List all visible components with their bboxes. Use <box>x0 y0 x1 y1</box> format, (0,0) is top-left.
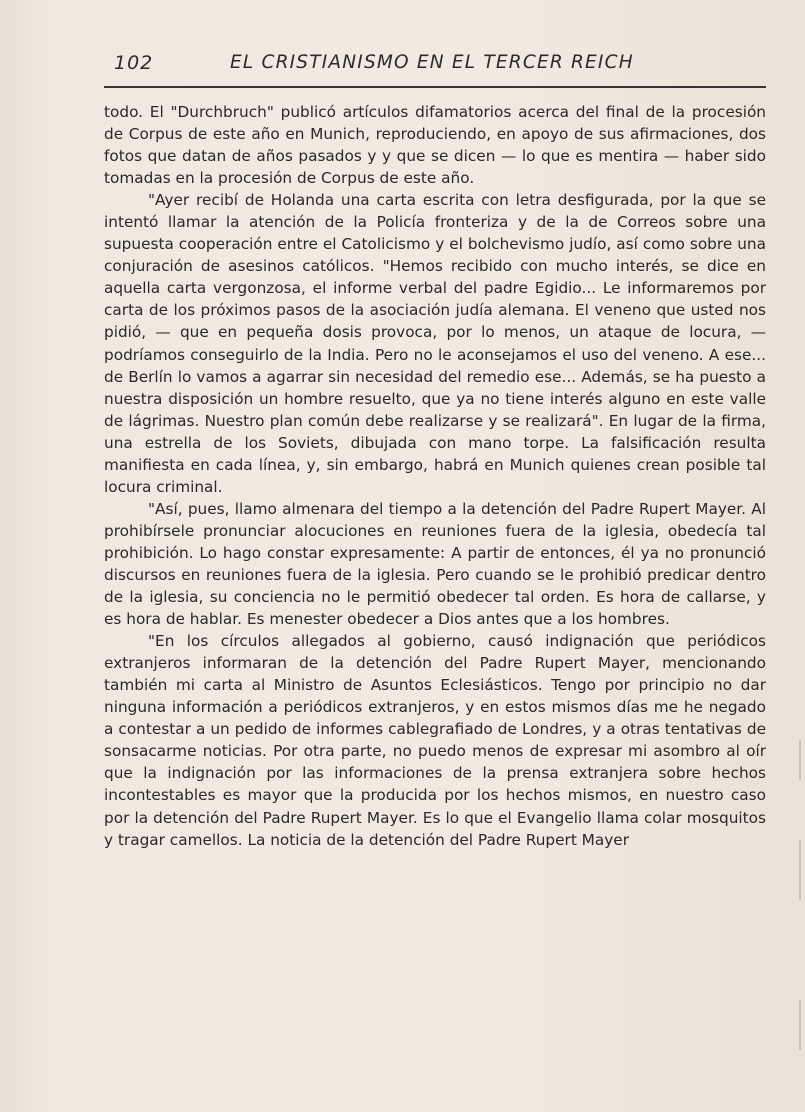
page-edge-mark <box>799 840 801 900</box>
page-edge-mark <box>799 1000 801 1050</box>
paragraph-4: "En los círculos allegados al gobierno, causó indignación que periódicos extranjeros informaran de la detención del Padre Rupert Mayer, mencionando también mi carta al Ministro de Asuntos Eclesiásticos. Tengo por principio no dar ninguna información a periódicos extranjeros, y en estos mismos días me he negado a contestar a un pedido de informes cablegrafiado de Londres, y a otras tentativas de sonsacarme noticias. Por otra parte, no puedo menos de expresar mi asombro al oír que la indignación por las informaciones de la prensa extranjera sobre hechos incontestables es mayor que la producida por los hechos mismos, en nuestro caso por la detención del Padre Rupert Mayer. Es lo que el Evangelio llama colar mosquitos y tragar camellos. La noticia de la detención del Padre Rupert Mayer <box>104 632 766 849</box>
running-title: EL CRISTIANISMO EN EL TERCER REICH <box>230 52 634 73</box>
header-rule <box>104 86 766 88</box>
page-header <box>104 48 764 88</box>
body-text <box>104 101 766 851</box>
page-edge-mark <box>799 740 801 780</box>
paragraph-1: todo. El "Durchbruch" publicó artículos difamatorios acerca del final de la procesión de Corpus de este año en Munich, reproduciendo, en apoyo de sus afirmaciones, dos fotos que datan de años pasados y y que se dicen — lo que es mentira — haber sido tomadas en la procesión de Corpus de este año. <box>104 103 766 188</box>
paragraph-2: "Ayer recibí de Holanda una carta escrita con letra desfigurada, por la que se intentó llamar la atención de la Policía fronteriza y de la de Correos sobre una supuesta cooperación entre el Catolicismo y el bolchevismo judío, así como sobre una conjuración de asesinos católicos. "Hemos recibido con mucho interés, se dice en aquella carta vergonzosa, el informe verbal del padre Egidio... Le informaremos por carta de los próximos pasos de la asociación judía alemana. El veneno que usted nos pidió, — que en pequeña dosis provoca, por lo menos, un ataque de locura, — podríamos conseguirlo de la India. Pero no le aconsejamos el uso del veneno. A ese... de Berlín lo vamos a agarrar sin necesidad del remedio ese... Además, se ha puesto a nuestra disposición un hombre resuelto, que ya no tiene interés alguno en este valle de lágrimas. Nuestro plan común debe realizarse y se realizará". En lugar de la firma, una estrella de los Soviets, dibujada con mano torpe. La falsificación resulta manifiesta en cada línea, y, sin embargo, habrá en Munich quienes crean posible tal locura criminal. <box>104 191 766 496</box>
paragraph-3: "Así, pues, llamo almenara del tiempo a la detención del Padre Rupert Mayer. Al prohibírsele pronunciar alocuciones en reuniones fuera de la iglesia, obedecía tal prohibición. Lo hago constar expresamente: A partir de entonces, él ya no pronunció discursos en reuniones fuera de la iglesia. Pero cuando se le prohibió predicar dentro de la iglesia, su conciencia no le permitió obedecer tal orden. Es hora de callarse, y es hora de hablar. Es menester obedecer a Dios antes que a los hombres. <box>104 499 766 629</box>
page-number: 102 <box>114 52 154 74</box>
